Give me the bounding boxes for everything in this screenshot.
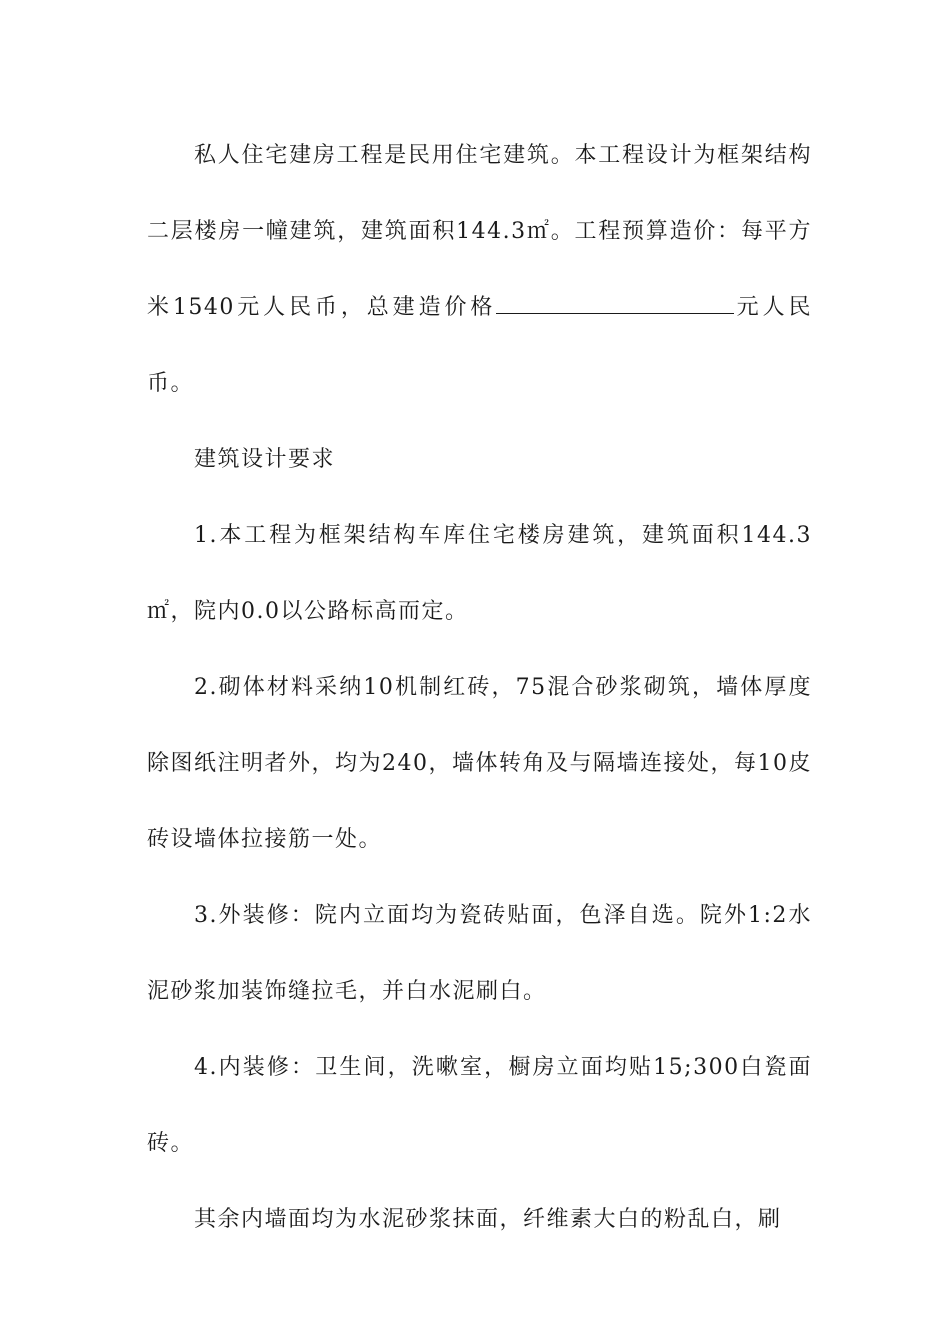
- requirement-item-1: 1.本工程为框架结构车库住宅楼房建筑，建筑面积144.3㎡，院内0.0以公路标高而定。: [147, 523, 812, 624]
- price-blank-field[interactable]: [496, 293, 734, 314]
- intro-text: 私人住宅建房工程是民用住宅建筑。本工程设计为框架结构二层楼房一幢建筑，建筑面积144.3㎡。工程预算造价：每平方米1540元人民币，总建造价格: [147, 143, 812, 320]
- requirement-item-4: 4.内装修：卫生间，洗嗽室，橱房立面均贴15;300白瓷面砖。: [147, 1055, 812, 1156]
- intro-text-end: 元人民币。: [147, 295, 812, 396]
- closing-paragraph: 其余内墙面均为水泥砂浆抹面，纤维素大白的粉乱白，刷: [194, 1207, 782, 1232]
- document-body: [147, 118, 812, 1258]
- requirement-item-3: 3.外装修：院内立面均为瓷砖贴面，色泽自选。院外1:2水泥砂浆加装饰缝拉毛，并白水泥刷白。: [147, 903, 812, 1004]
- intro-paragraph: [147, 118, 812, 422]
- section-heading: 建筑设计要求: [194, 447, 336, 472]
- requirement-item-2: 2.砌体材料采纳10机制红砖，75混合砂浆砌筑，墙体厚度除图纸注明者外，均为240，墙体转角及与隔墙连接处，每10皮砖设墙体拉接筋一处。: [147, 675, 812, 852]
